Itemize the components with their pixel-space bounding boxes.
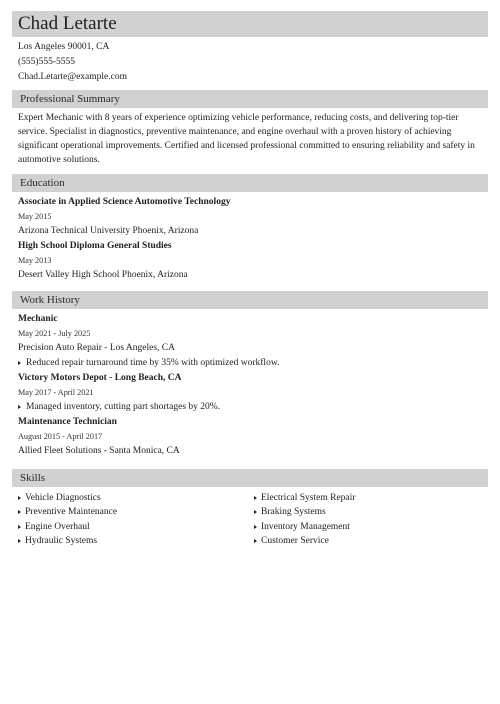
skill-item [18,520,238,534]
summary-line: service. Specialist in diagnostics, preventive maintenance, and engine overhaul with a proven history of achieving [18,127,452,137]
skill-item [254,534,474,548]
bullet-icon [18,510,21,514]
work-date: May 2017 - April 2021 [18,388,94,397]
candidate-name: Chad Letarte [18,13,117,34]
work-section-title: Work History [20,294,80,306]
education-date: May 2013 [18,256,52,265]
bullet-icon [18,496,21,500]
bullet-icon [18,525,21,529]
bullet-icon [254,539,257,543]
skill-item [18,534,238,548]
skill-text: Vehicle Diagnostics [25,493,101,503]
skill-item [18,491,238,505]
education-school: Arizona Technical University Phoenix, Arizona [18,226,199,236]
bullet-icon [18,539,21,543]
bullet-icon [254,525,257,529]
work-title: Mechanic [18,314,58,324]
bullet-icon [254,496,257,500]
skill-item [18,505,238,519]
education-section-title: Education [20,177,65,189]
work-bullet-text: Managed inventory, cutting part shortages by 20%. [26,402,221,412]
contact-email: Chad.Letarte@example.com [18,72,127,82]
skill-text: Customer Service [261,535,329,546]
summary-line: automotive solutions. [18,155,100,165]
education-degree: Associate in Applied Science Automotive Technology [18,197,231,207]
name-header-bar [12,11,488,37]
skills-left-column [18,491,238,548]
work-title: Victory Motors Depot - Long Beach, CA [18,373,182,383]
work-company: Allied Fleet Solutions - Santa Monica, CA [18,446,180,456]
skills-section-title: Skills [20,472,46,484]
work-section-bar [12,291,488,309]
work-date: August 2015 - April 2017 [18,432,103,441]
work-bullet-text: Reduced repair turnaround time by 35% with optimized workflow. [26,358,280,368]
contact-phone: (555)555-5555 [18,57,75,67]
contact-info [18,40,127,85]
skill-item [254,491,474,505]
work-entry [18,371,482,415]
work-date: May 2021 - July 2025 [18,329,91,338]
work-entry [18,415,482,459]
skill-text: Hydraulic Systems [25,535,98,546]
summary-line: Expert Mechanic with 8 years of experience optimizing vehicle performance, reducing costs, and delivering top-tier [18,113,459,123]
bullet-icon [254,510,257,514]
skills-right-column [254,491,474,548]
work-company: Precision Auto Repair - Los Angeles, CA [18,343,175,353]
summary-section-bar [12,90,488,108]
education-date: May 2015 [18,212,52,221]
summary-section-title: Professional Summary [20,93,120,105]
skill-text: Engine Overhaul [25,521,90,532]
skill-text: Preventive Maintenance [25,507,118,518]
work-bullet [18,356,482,371]
education-entry [18,195,482,239]
work-bullet [18,400,482,415]
education-entry [18,239,482,283]
summary-line: significant operational improvements. Certified and licensed professional committed to ensuring reliability and safety in [18,141,475,151]
education-section-bar [12,174,488,192]
skill-text: Braking Systems [261,507,326,518]
contact-address: Los Angeles 90001, CA [18,42,110,52]
skill-item [254,520,474,534]
skill-item [254,505,474,519]
education-list [18,195,482,283]
skill-text: Electrical System Repair [261,493,356,503]
education-degree: High School Diploma General Studies [18,241,172,251]
work-title: Maintenance Technician [18,417,117,427]
education-school: Desert Valley High School Phoenix, Arizona [18,270,188,280]
bullet-icon [18,405,21,409]
bullet-icon [18,361,21,365]
summary-text [18,111,482,167]
work-entry [18,312,482,371]
skills-section-bar [12,469,488,487]
skill-text: Inventory Management [261,521,350,532]
work-list [18,312,482,459]
